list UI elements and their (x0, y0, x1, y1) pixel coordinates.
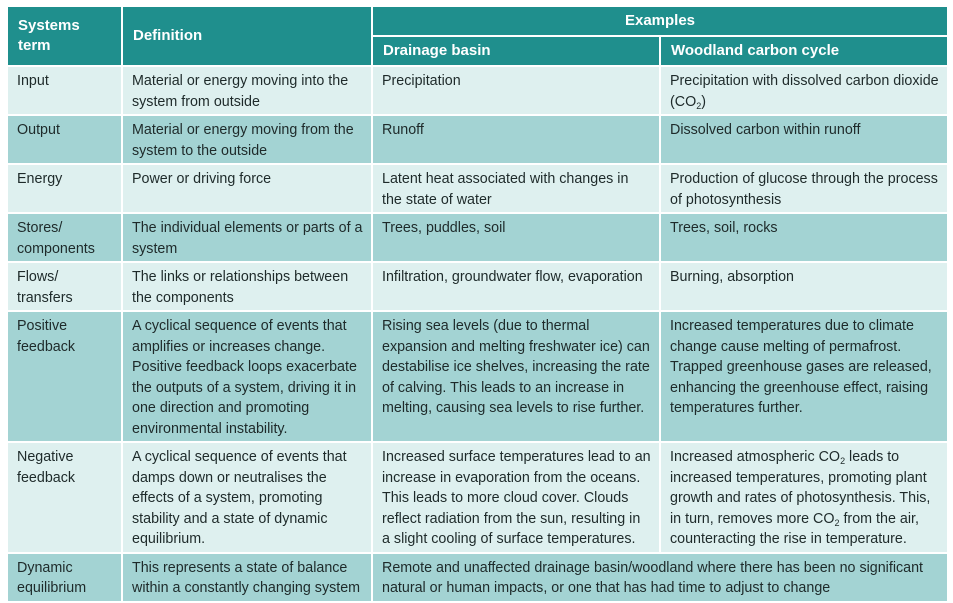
table-row-positive-feedback (7, 311, 948, 442)
subscript: 2 (834, 517, 840, 528)
subscript: 2 (840, 456, 846, 466)
cell-woodland (660, 442, 948, 553)
cell-definition: A cyclical sequence of events that amplifies or increases change. Positive feedback loops exacerbate the outputs of a system, driving it in one direction and promoting environmental instability. (122, 311, 372, 442)
header-systems-term: Systems term (7, 6, 122, 66)
cell-drainage: Infiltration, groundwater flow, evaporation (372, 262, 660, 311)
cell-drainage: Runoff (372, 115, 660, 164)
cell-definition: Power or driving force (122, 164, 372, 213)
subscript: 2 (696, 100, 702, 111)
cell-drainage: Rising sea levels (due to thermal expansion and melting freshwater ice) can destabilise ice shelves, increasing the rate of calving. This leads to an increase in melting, causing sea levels to rise further. (372, 311, 660, 442)
table-row-stores (7, 213, 948, 262)
cell-term: Stores/ components (7, 213, 122, 262)
cell-woodland: Dissolved carbon within runoff (660, 115, 948, 164)
systems-table (6, 5, 949, 603)
cell-drainage: Increased surface temperatures lead to an increase in evaporation from the oceans. This leads to more cloud cover. Clouds reflect radiation from the sun, resulting in a slight cooling of surface temperatures. (372, 442, 660, 553)
header-drainage-basin: Drainage basin (372, 36, 660, 66)
cell-woodland-text-end: from the air, counteracting the rise in temperature. (670, 510, 919, 547)
cell-woodland-text: Precipitation with dissolved carbon dioxide (CO (670, 73, 939, 110)
cell-definition: Material or energy moving from the system to the outside (122, 115, 372, 164)
cell-term: Positive feedback (7, 311, 122, 442)
cell-woodland-text: Increased atmospheric CO (670, 449, 841, 465)
cell-definition: The individual elements or parts of a system (122, 213, 372, 262)
table-row-energy (7, 164, 948, 213)
cell-term: Negative feedback (7, 442, 122, 553)
header-woodland-carbon-cycle: Woodland carbon cycle (660, 36, 948, 66)
cell-woodland: Increased temperatures due to climate change cause melting of permafrost. Trapped greenhouse gases are released, enhancing the greenhouse effect, raising temperatures further. (660, 311, 948, 442)
table-row-negative-feedback (7, 442, 948, 553)
cell-term: Flows/ transfers (7, 262, 122, 311)
cell-drainage: Latent heat associated with changes in the state of water (372, 164, 660, 213)
cell-term: Energy (7, 164, 122, 213)
cell-woodland: Trees, soil, rocks (660, 213, 948, 262)
cell-woodland-text-mid: leads to increased temperatures, promoting plant growth and rates of photosynthesis. This, in turn, removes more CO (670, 449, 931, 527)
table-row-output (7, 115, 948, 164)
header-definition: Definition (122, 6, 372, 66)
cell-woodland: Burning, absorption (660, 262, 948, 311)
cell-drainage: Precipitation (372, 66, 660, 115)
cell-definition: A cyclical sequence of events that damps down or neutralises the effects of a system, promoting stability and a state of dynamic equilibrium. (122, 442, 372, 553)
cell-definition: Material or energy moving into the system from outside (122, 66, 372, 115)
cell-examples-merged: Remote and unaffected drainage basin/woodland where there has been no significant natural or human impacts, or one that has had time to adjust to change (372, 553, 948, 602)
header-examples: Examples (372, 6, 948, 36)
cell-woodland (660, 66, 948, 115)
cell-term: Dynamic equilibrium (7, 553, 122, 602)
table-row-input (7, 66, 948, 115)
table-row-dynamic-equilibrium (7, 553, 948, 602)
cell-woodland-text-end: ) (701, 93, 706, 110)
cell-definition: The links or relationships between the components (122, 262, 372, 311)
cell-definition: This represents a state of balance within a constantly changing system (122, 553, 372, 602)
table-row-flows (7, 262, 948, 311)
cell-drainage: Trees, puddles, soil (372, 213, 660, 262)
cell-term: Input (7, 66, 122, 115)
cell-woodland: Production of glucose through the process of photosynthesis (660, 164, 948, 213)
cell-term: Output (7, 115, 122, 164)
